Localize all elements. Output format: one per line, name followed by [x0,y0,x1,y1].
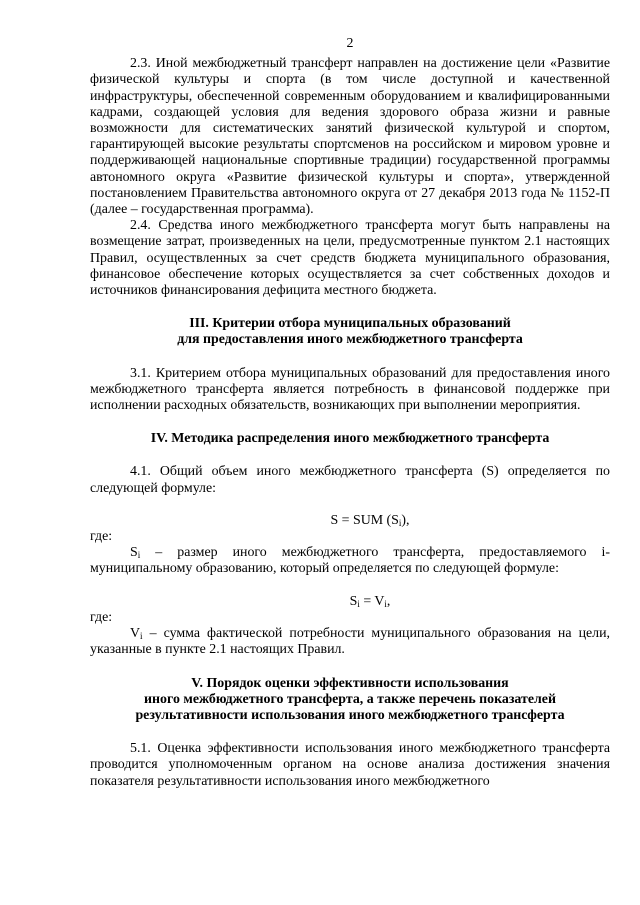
spacer [90,447,610,464]
spacer [90,659,610,676]
formula-si-v-sub: i [384,598,387,609]
spacer [90,349,610,366]
formula-total [90,513,610,529]
formula-si-mid: = V [359,593,385,609]
section-3-heading-line-2: для предоставления иного межбюджетного трансферта [177,332,523,348]
formula-total-left: S = SUM (S [330,512,399,528]
section-5-heading-line-2: иного межбюджетного трансферта, а также перечень показателей [144,691,556,707]
paragraph-4-1: 4.1. Общий объем иного межбюджетного трансферта (S) определяется по следующей формуле: [90,464,610,496]
paragraph-3-1: 3.1. Критерием отбора муниципальных образований для предоставления иного межбюджетного трансферта является потребность в финансовой поддержке при исполнении расходных обязательств, возникающих при выполнении мероприятия. [90,365,610,414]
formula-total-right: ), [401,512,410,528]
paragraph-2-4: 2.4. Средства иного межбюджетного трансферта могут быть направлены на возмещение затрат, произведенных на цели, предусмотренные пунктом 2.1 настоящих Правил, осуществленных за счет средств бюджета муниципального образования, финансовое обеспечение которых осуществляется за счет собственных доходов и источников финансирования дефицита местного бюджета. [90,218,610,299]
section-3-heading-line-1: III. Критерии отбора муниципальных образований [189,316,511,332]
formula-si [90,594,610,610]
spacer [90,724,610,741]
section-5-heading-line-3: результативности использования иного межбюджетного трансферта [135,707,565,723]
definition-si-sub: i [137,550,141,561]
spacer [90,299,610,316]
definition-vi-text: – сумма фактической потребности муниципального образования на цели, указанные в пункте 2.1 настоящих Правил. [90,626,610,658]
spacer [90,497,610,513]
document-page [90,36,610,790]
where-label-2: где: [90,609,113,625]
formula-si-end: , [386,593,391,609]
spacer [90,414,610,431]
definition-si [90,545,610,577]
definition-si-text: – размер иного межбюджетного трансферта, предоставляемого i-муниципальному образованию, который определяется по следующей формуле: [90,545,610,577]
section-5-heading-line-1: V. Порядок оценки эффективности использования [191,675,509,691]
spacer [90,578,610,594]
paragraph-5-1: 5.1. Оценка эффективности использования иного межбюджетного трансферта проводится уполномоченным органом на основе анализа достижения значения показателя результативности использования иного межбюджетного [90,741,610,789]
definition-si-symbol: S [130,545,138,561]
formula-si-s: S [349,593,358,609]
paragraph-2-3: 2.3. Иной межбюджетный трансферт направлен на достижение цели «Развитие физической культуры и спорта (в том числе доступной и качественной инфраструктуры, обеспеченной современным оборудованием и квалифицированными кадрами, создающей условия для ведения здорового образа жизни и равные возможности для систематических занятий физической культурой и спортом, гарантирующей высокие результаты спортсменов на российском и мировом уровне и поддерживающей национальные спортивные традиции) государственной программы автономного округа «Развитие физической культуры и спорта», утвержденной постановлением Правительства автономного округа от 27 декабря 2013 года № 1152-П (далее – государственная программа). [90,56,610,218]
section-4-heading: IV. Методика распределения иного межбюджетного трансферта [150,431,550,447]
definition-vi-symbol: V [130,626,141,642]
definition-vi-sub: i [140,631,143,642]
formula-total-sub: i [398,517,402,528]
page-number: 2 [346,36,354,51]
where-label-1: где: [90,529,113,545]
formula-si-s-sub: i [357,598,360,609]
definition-vi [90,626,610,658]
